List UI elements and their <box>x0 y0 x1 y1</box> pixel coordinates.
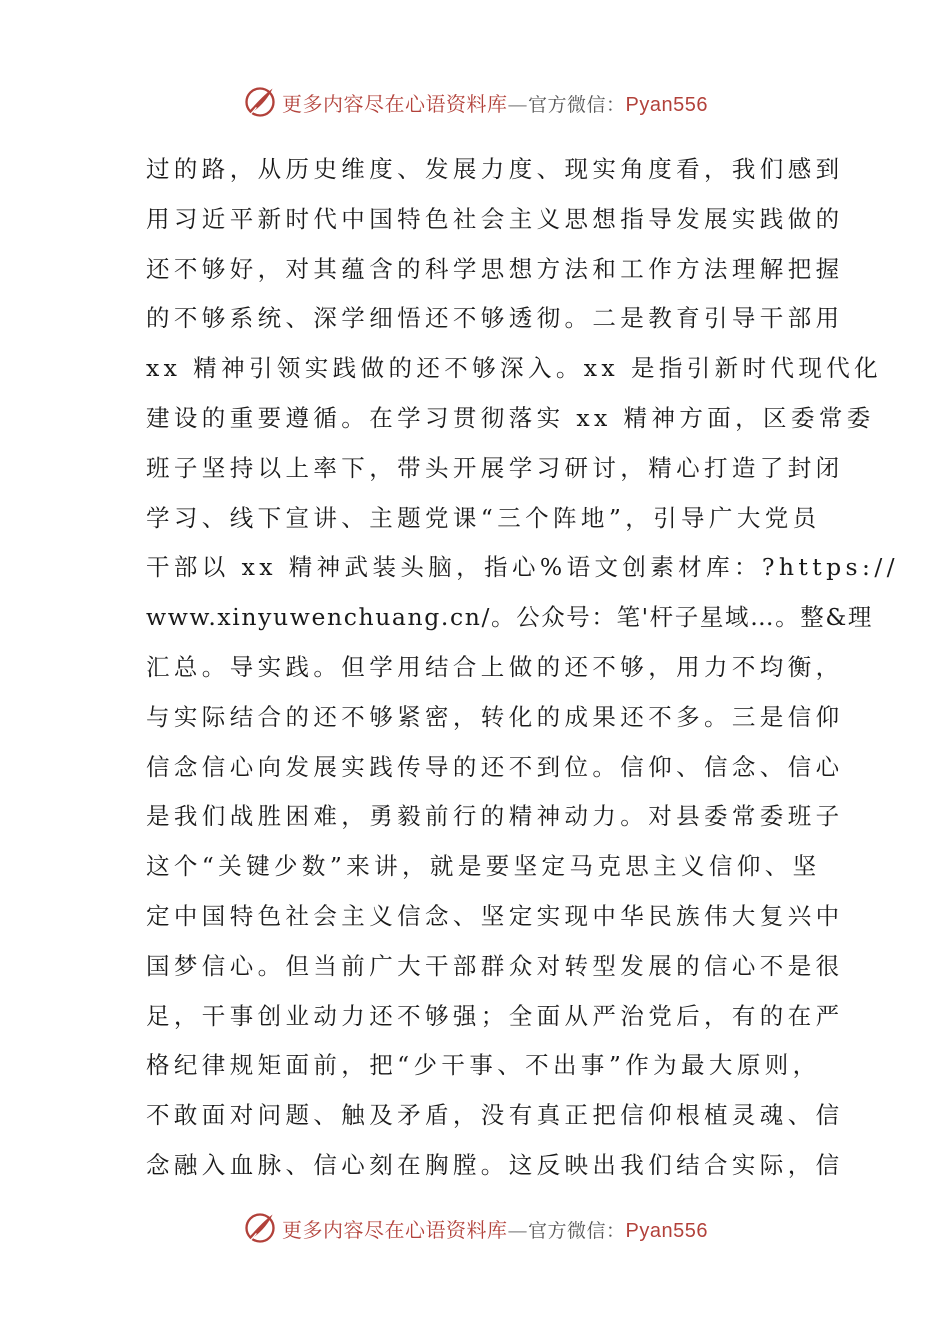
header-banner <box>0 82 950 122</box>
footer-dash: — <box>507 1217 528 1242</box>
body-line: 信念信心向发展实践传导的还不到位。信仰、信念、信心 <box>146 752 844 781</box>
body-line: www.xinyuwenchuang.cn/。公众号：笔'杆子星域…。整&理 <box>146 603 873 632</box>
body-line: 的不够系统、深学细悟还不够透彻。二是教育引导干部用 <box>146 304 844 333</box>
body-line: 过的路，从历史维度、发展力度、现实角度看，我们感到 <box>146 155 844 183</box>
footer-banner <box>0 1208 950 1248</box>
header-wechat-id: Pyan556 <box>625 93 708 116</box>
header-slogan: 更多内容尽在心语资料库 <box>282 91 508 116</box>
body-line: 还不够好，对其蕴含的科学思想方法和工作方法理解把握 <box>146 254 844 283</box>
body-line: 班子坚持以上率下，带头开展学习研讨，精心打造了封闭 <box>146 453 844 482</box>
header-dash: — <box>507 91 528 116</box>
quill-logo-icon <box>242 84 278 120</box>
body-line: 定中国特色社会主义信念、坚定实现中华民族伟大复兴中 <box>146 901 844 930</box>
document-body <box>146 145 899 1191</box>
quill-logo-icon <box>242 1210 278 1246</box>
body-line: 这个“关键少数”来讲，就是要坚定马克思主义信仰、坚 <box>146 852 821 881</box>
body-line: 国梦信心。但当前广大干部群众对转型发展的信心不是很 <box>146 951 844 980</box>
body-line: 格纪律规矩面前，把“少干事、不出事”作为最大原则， <box>146 1051 821 1080</box>
header-wechat-label: 官方微信： <box>528 93 626 116</box>
body-line: 是我们战胜困难，勇毅前行的精神动力。对县委常委班子 <box>146 802 844 831</box>
body-line: 汇总。导实践。但学用结合上做的还不够，用力不均衡， <box>146 652 844 681</box>
footer-banner-inner <box>242 1210 708 1246</box>
body-line: 不敢面对问题、触及矛盾，没有真正把信仰根植灵魂、信 <box>146 1101 844 1130</box>
footer-wechat-label: 官方微信： <box>528 1219 626 1242</box>
body-line: 念融入血脉、信心刻在胸膛。这反映出我们结合实际，信 <box>146 1150 844 1179</box>
body-line: 足，干事创业动力还不够强；全面从严治党后，有的在严 <box>146 1001 844 1030</box>
footer-slogan: 更多内容尽在心语资料库 <box>282 1217 508 1242</box>
footer-wechat-id: Pyan556 <box>625 1219 708 1242</box>
header-banner-inner <box>242 84 708 120</box>
body-line: 用习近平新时代中国特色社会主义思想指导发展实践做的 <box>146 204 844 233</box>
body-line: 学习、线下宣讲、主题党课“三个阵地”，引导广大党员 <box>146 503 821 532</box>
body-line: 建设的重要遵循。在学习贯彻落实 xx 精神方面，区委常委 <box>146 403 875 432</box>
body-line: 干部以 xx 精神武装头脑，指心%语文创素材库：?https:// <box>146 553 899 582</box>
body-line: 与实际结合的还不够紧密，转化的成果还不多。三是信仰 <box>146 702 844 731</box>
body-line: xx 精神引领实践做的还不够深入。xx 是指引新时代现代化 <box>146 354 883 383</box>
header-banner-text <box>282 88 708 117</box>
footer-banner-text <box>282 1214 708 1243</box>
